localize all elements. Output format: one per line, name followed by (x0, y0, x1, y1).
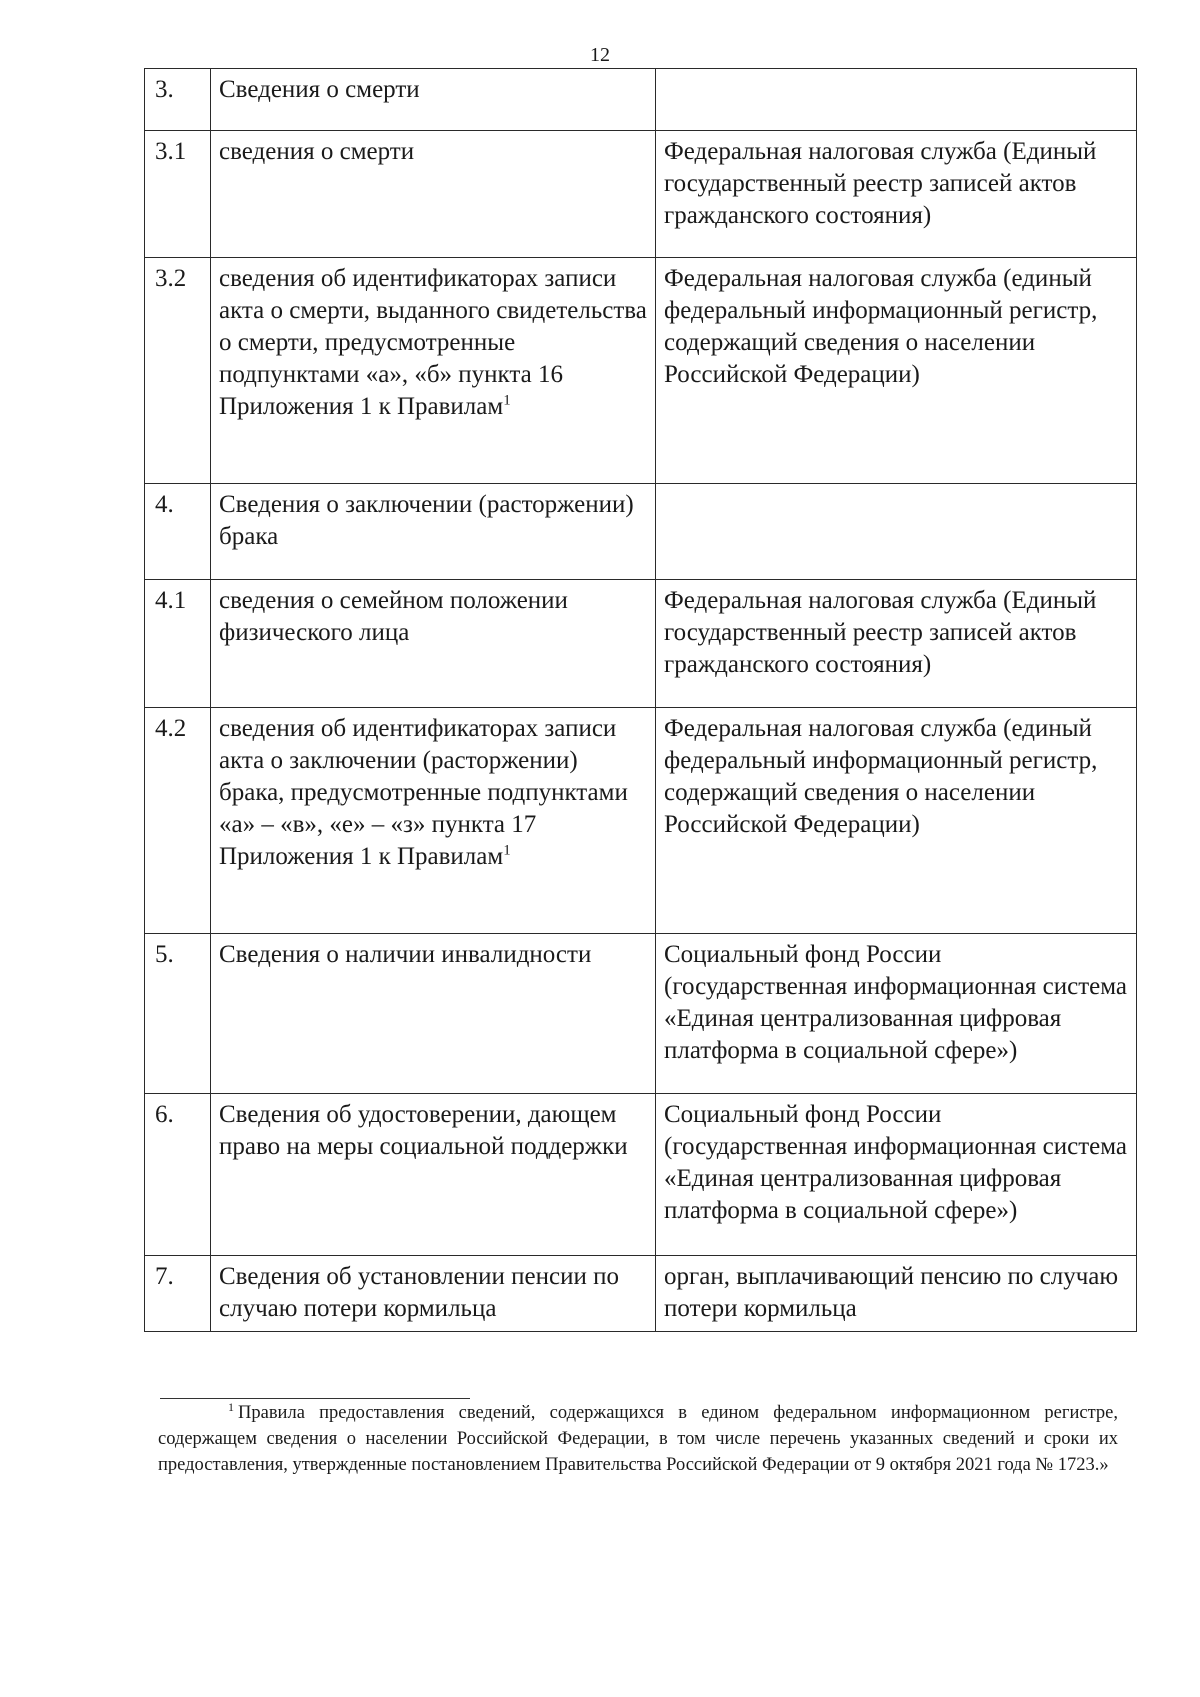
info-cell: Сведения о наличии инвалидности (211, 934, 656, 1094)
info-cell: Сведения об установлении пенсии по случаю потери кормильца (211, 1256, 656, 1332)
source-cell: Федеральная налоговая служба (единый федеральный информационный регистр, содержащий сведения о населении Российской Федерации) (656, 708, 1137, 934)
source-cell: Социальный фонд России (государственная информационная система «Единая централизованная цифровая платформа в социальной сфере») (656, 934, 1137, 1094)
source-cell (656, 69, 1137, 131)
info-text: сведения об идентификаторах записи акта о смерти, выданного свидетельства о смерти, предусмотренные подпунктами «а», «б» пункта 16 Приложения 1 к Правилам (219, 265, 647, 420)
row-number: 4.2 (145, 708, 211, 934)
table-row (145, 1094, 1137, 1256)
data-sources-table (144, 68, 1137, 1332)
source-cell: орган, выплачивающий пенсию по случаю потери кормильца (656, 1256, 1137, 1332)
footnote-reference: 1 (503, 842, 511, 859)
page-number: 12 (590, 44, 610, 66)
info-cell: Сведения о заключении (расторжении) брака (211, 484, 656, 580)
footnote-mark: 1 (228, 1399, 234, 1414)
footnote-divider (160, 1398, 470, 1399)
table-row (145, 708, 1137, 934)
table-row (145, 580, 1137, 708)
table-row (145, 69, 1137, 131)
info-cell: сведения о семейном положении физического лица (211, 580, 656, 708)
info-cell: Сведения о смерти (211, 69, 656, 131)
row-number: 4.1 (145, 580, 211, 708)
table-row (145, 258, 1137, 484)
source-cell (656, 484, 1137, 580)
footnote (158, 1400, 1118, 1478)
row-number: 6. (145, 1094, 211, 1256)
table-row (145, 131, 1137, 258)
info-cell: сведения о смерти (211, 131, 656, 258)
info-cell: Сведения об удостоверении, дающем право на меры социальной поддержки (211, 1094, 656, 1256)
source-cell: Федеральная налоговая служба (Единый государственный реестр записей актов гражданского состояния) (656, 131, 1137, 258)
info-cell (211, 708, 656, 934)
row-number: 5. (145, 934, 211, 1094)
source-cell: Социальный фонд России (государственная информационная система «Единая централизованная цифровая платформа в социальной сфере») (656, 1094, 1137, 1256)
row-number: 3.1 (145, 131, 211, 258)
info-text: сведения об идентификаторах записи акта о заключении (расторжении) брака, предусмотренные подпунктами «а» – «в», «е» – «з» пункта 17 Приложения 1 к Правилам (219, 715, 628, 870)
row-number: 4. (145, 484, 211, 580)
table-row (145, 934, 1137, 1094)
table-row (145, 1256, 1137, 1332)
info-cell (211, 258, 656, 484)
row-number: 7. (145, 1256, 211, 1332)
footnote-text: Правила предоставления сведений, содержащихся в едином федеральном информационном регистре, содержащем сведения о населении Российской Федерации, в том числе перечень указанных сведений и сроки их предоставления, утвержденные постановлением Правительства Российской Федерации от 9 октября 2021 года № 1723.» (158, 1403, 1118, 1475)
row-number: 3.2 (145, 258, 211, 484)
footnote-reference: 1 (503, 392, 511, 409)
table-row (145, 484, 1137, 580)
source-cell: Федеральная налоговая служба (единый федеральный информационный регистр, содержащий сведения о населении Российской Федерации) (656, 258, 1137, 484)
row-number: 3. (145, 69, 211, 131)
source-cell: Федеральная налоговая служба (Единый государственный реестр записей актов гражданского состояния) (656, 580, 1137, 708)
